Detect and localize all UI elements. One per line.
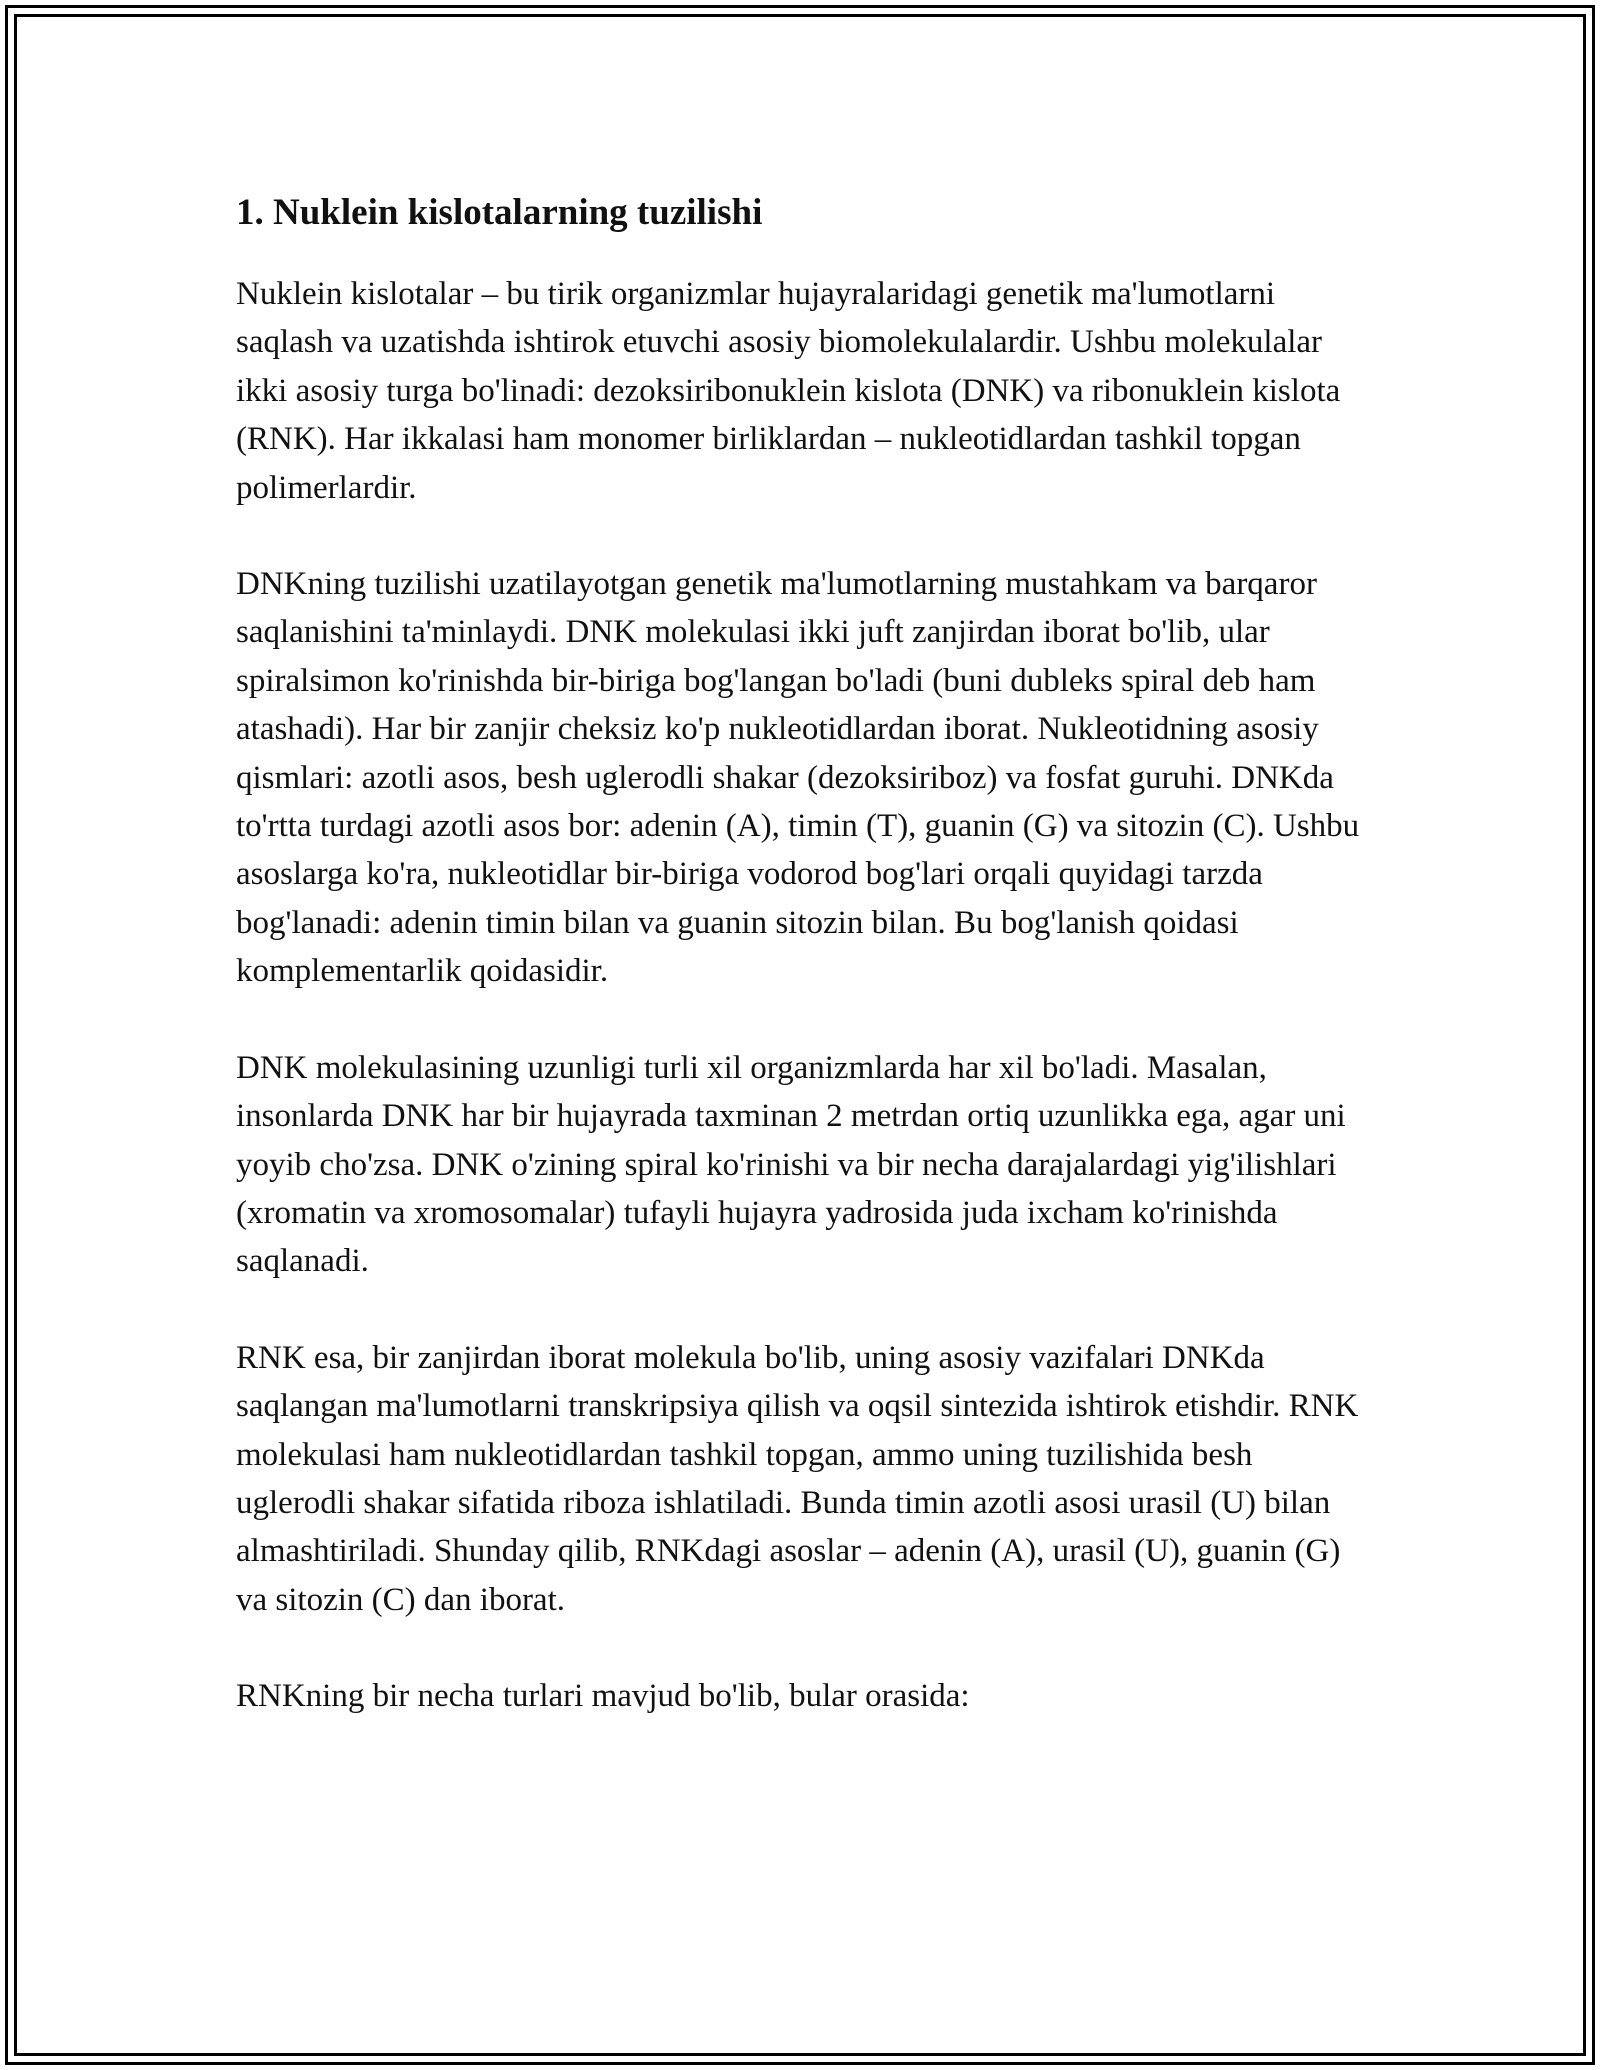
section-heading: 1. Nuklein kislotalarning tuzilishi [236,192,763,233]
paragraph-dnk-length: DNK molekulasining uzunligi turli xil organizmlarda har xil bo'ladi. Masalan, insonlarda DNK har bir hujayrada taxminan 2 metrdan ortiq uzunlikka ega, agar uni yoyib cho'zsa. DNK o'zining spiral ko'rinishi va bir necha darajalardagi yig'ilishlari (xromatin va xromosomalar) tufayli hujayra yadrosida juda ixcham ko'rinishda saqlanadi. [236,1049,1346,1280]
paragraph-dnk-structure: DNKning tuzilishi uzatilayotgan genetik ma'lumotlarning mustahkam va barqaror saqlanishini ta'minlaydi. DNK molekulasi ikki juft zanjirdan iborat bo'lib, ular spiralsimon ko'rinishda bir-biriga bog'langan bo'ladi (buni dubleks spiral deb ham atashadi). Har bir zanjir cheksiz ko'p nukleotidlardan iborat. Nukleotidning asosiy qismlari: azotli asos, besh uglerodli shakar (dezoksiriboz) va fosfat guruhi. DNKda to'rtta turdagi azotli asos bor: adenin (A), timin (T), guanin (G) va sitozin (C). Ushbu asoslarga ko'ra, nukleotidlar bir-biriga vodorod bog'lari orqali quyidagi tarzda bog'lanadi: adenin timin bilan va guanin sitozin bilan. Bu bog'lanish qoidasi komplementarlik qoidasidir. [236,566,1360,990]
paragraph-intro: Nuklein kislotalar – bu tirik organizmlar hujayralaridagi genetik ma'lumotlarni saqlash va uzatishda ishtirok etuvchi asosiy biomolekulalardir. Ushbu molekulalar ikki asosiy turga bo'linadi: dezoksiribonuklein kislota (DNK) va ribonuklein kislota (RNK). Har ikkalasi ham monomer birliklardan – nukleotidlardan tashkil topgan polimerlardir. [236,276,1341,506]
document-body [236,186,1366,1769]
paragraph-rnk-types: RNKning bir necha turlari mavjud bo'lib, bular orasida: [236,1678,970,1715]
paragraph-rnk: RNK esa, bir zanjirdan iborat molekula bo'lib, uning asosiy vazifalari DNKda saqlangan ma'lumotlarni transkripsiya qilish va oqsil sintezida ishtirok etishdir. RNK molekulasi ham nukleotidlardan tashkil topgan, ammo uning tuzilishida besh uglerodli shakar sifatida riboza ishlatiladi. Bunda timin azotli asosi urasil (U) bilan almashtiriladi. Shunday qilib, RNKdagi asoslar – adenin (A), urasil (U), guanin (G) va sitozin (C) dan iborat. [236,1339,1359,1618]
